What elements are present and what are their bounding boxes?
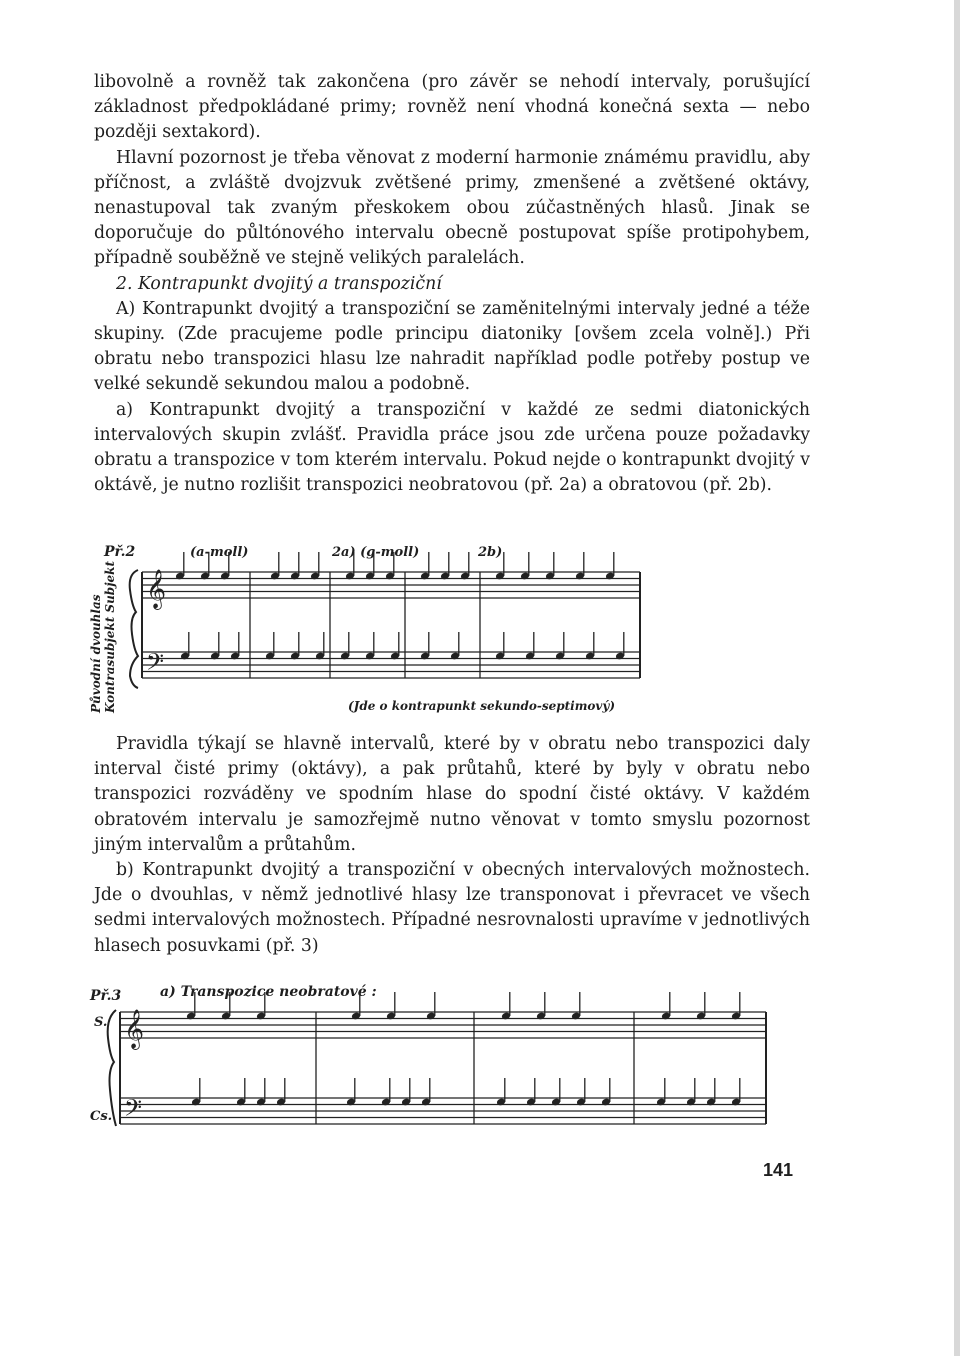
example-2-staves bbox=[130, 552, 640, 688]
fig3-bass-clef: 𝄢 bbox=[124, 1094, 143, 1127]
example-3-heading: a) Transpozice neobratové : bbox=[160, 984, 377, 1000]
countersubject-label: Cs. bbox=[90, 1109, 113, 1124]
text-top bbox=[94, 70, 810, 498]
paragraph-4: a) Kontrapunkt dvojitý a transpoziční v každé ze sedmi diatonických intervalových skupin zvlášť. Pravidla práce jsou zde určena pouze požadavky obratu a transpozice v tom kterém intervalu. Pokud nejde o kontrapunkt dvojitý v oktávě, je nutno rozlišit transpozici neobratovou (př. 2a) a obratovou (př. 2b). bbox=[94, 399, 810, 496]
music-example-2 bbox=[80, 538, 650, 718]
soprano-label: S. bbox=[94, 1015, 108, 1030]
paragraph-2: Hlavní pozornost je třeba věnovat z moderní harmonie známému pravidlu, aby příčnost, a zvláště dvojzvuk zvětšené primy, zmenšené a zvětšené oktávy, nenastupoval tak zvaným přeskokem obou zúčastněných hlasů. Jinak se doporučuje do půltónového intervalu obecně postupovat spíše protipohybem, případně souběžně ve stejně velikých paralelách. bbox=[94, 147, 810, 269]
example-3-staves bbox=[108, 992, 766, 1127]
text-middle bbox=[94, 732, 810, 959]
section-heading: 2. Kontrapunkt dvojitý a transpoziční bbox=[116, 273, 442, 294]
section-a-moll: (a-moll) bbox=[190, 545, 249, 560]
page-edge bbox=[954, 0, 960, 1356]
section-2b: 2b) bbox=[478, 545, 503, 560]
paragraph-6: b) Kontrapunkt dvojitý a transpoziční v obecných intervalových možnostech. Jde o dvouhlas, v němž jednotlivé hlasy lze transponovat i převracet ve všech sedmi intervalových možnostech. Případné nesrovnalosti upravíme v jednotlivých hlasech posuvkami (př. 3) bbox=[94, 860, 810, 956]
fig2-brace bbox=[130, 570, 138, 688]
side-label-2: Kontrasubjekt Subjekt bbox=[103, 560, 117, 713]
paragraph-1: libovolně a rovněž tak zakončena (pro závěr se nehodí intervaly, porušující základnost předpokládané primy; rovněž není vhodná konečná sexta — nebo později sextakord). bbox=[94, 72, 810, 143]
section-2a: 2a) (g-moll) bbox=[332, 545, 420, 560]
paragraph-5: Pravidla týkají se hlavně intervalů, které by v obratu nebo transpozici daly interval čisté primy (oktávy), a pak průtahů, které by byly v obratu nebo transpozici rozváděny ve spodním hlase do spodní čisté oktávy. V každém obratovém intervalu je samozřejmě nutno věnovat v tomto smyslu pozornost jiným intervalům a průtahům. bbox=[94, 734, 810, 855]
example-2-caption: (Jde o kontrapunkt sekundo-septimový) bbox=[348, 699, 616, 713]
fig3-treble-clef: 𝄞 bbox=[124, 1009, 145, 1049]
music-example-3 bbox=[86, 978, 786, 1143]
fig2-treble-clef: 𝄞 bbox=[146, 569, 167, 609]
example-3-label: Př.3 bbox=[90, 988, 122, 1004]
page-number: 141 bbox=[763, 1160, 794, 1180]
side-label-1: Původní dvouhlas bbox=[89, 594, 103, 713]
example-2-label: Př.2 bbox=[104, 544, 136, 560]
fig2-bass-clef: 𝄢 bbox=[146, 648, 165, 681]
paragraph-3: A) Kontrapunkt dvojitý a transpoziční se zaměnitelnými intervaly jedné a téže skupiny. (Zde pracujeme podle principu diatoniky [ovšem zcela volně].) Při obratu nebo transpozici hlasu lze nahradit například podle potřeby postup ve velké sekundě sekundou malou a podobně. bbox=[94, 298, 810, 395]
